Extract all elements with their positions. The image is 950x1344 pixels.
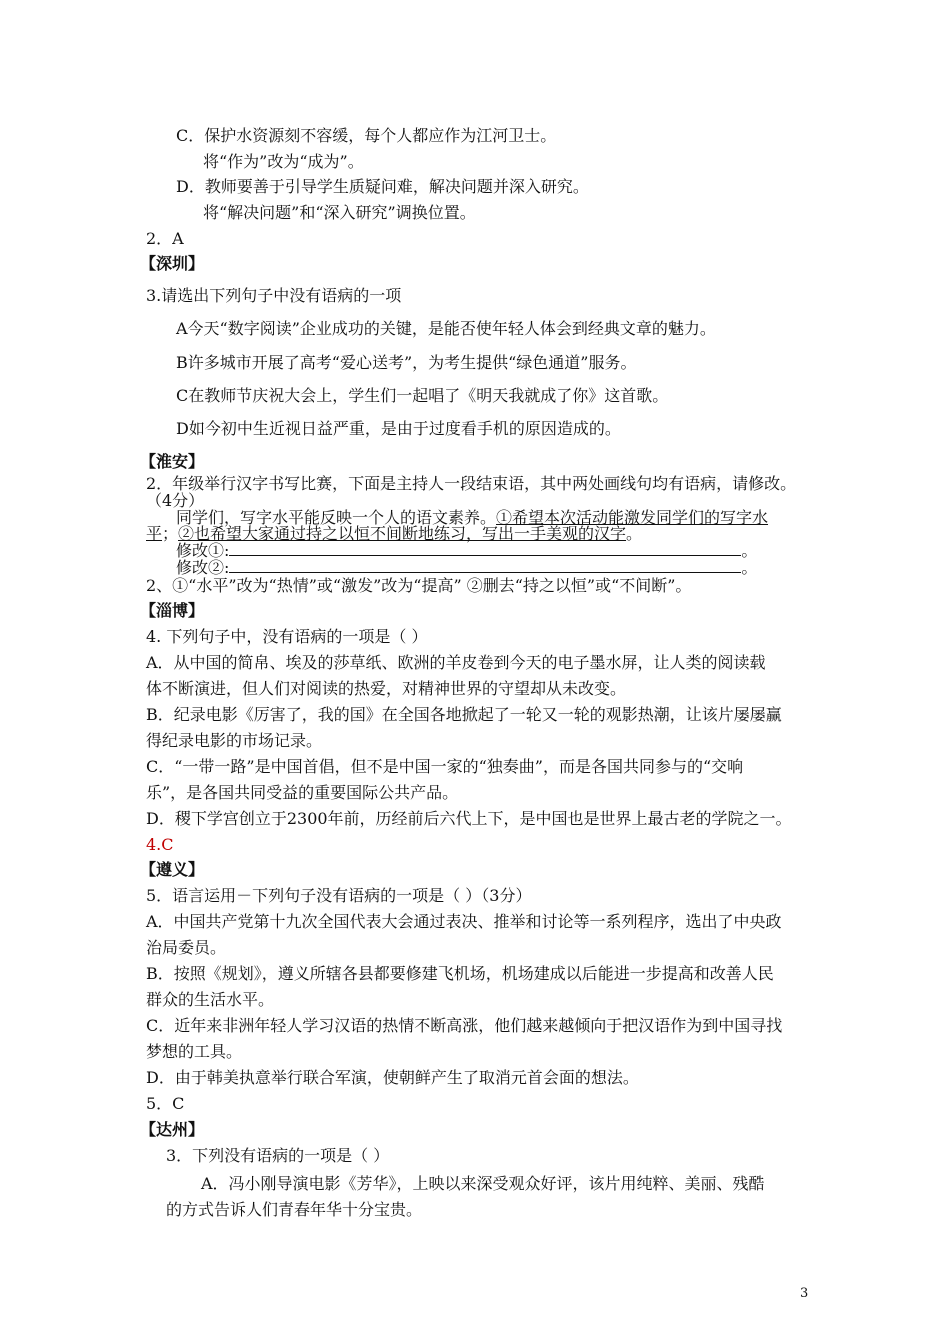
option-b: B许多城市开展了高考“爱心送考”，为考生提供“绿色通道”服务。 <box>176 353 637 372</box>
question: 3.请选出下列句子中没有语病的一项 <box>146 286 402 305</box>
answer-blank-2[interactable] <box>229 558 741 573</box>
answer: 4.C <box>146 835 174 854</box>
option-a-line-1: A．冯小刚导演电影《芳华》，上映以来深受观众好评，该片用纯粹、美丽、残酷 <box>201 1174 765 1193</box>
answer: 2．A <box>146 229 184 248</box>
option-d-fix: 将“解决问题”和“深入研究”调换位置。 <box>203 203 476 222</box>
question: 2．年级举行汉字书写比赛，下面是主持人一段结束语，其中两处画线句均有语病，请修改。 <box>146 474 797 493</box>
option-c-line-1: C．近年来非洲年轻人学习汉语的热情不断高涨，他们越来越倾向于把汉语作为到中国寻找 <box>146 1016 783 1035</box>
question: 3．下列没有语病的一项是（ ） <box>166 1146 390 1165</box>
option-b-line-2: 得纪录电影的市场记录。 <box>146 731 323 750</box>
option-b-line-2: 群众的生活水平。 <box>146 990 275 1009</box>
section-header-dazhou: 【达州】 <box>140 1120 205 1139</box>
option-c: C在教师节庆祝大会上，学生们一起唱了《明天我就成了你》这首歌。 <box>176 386 669 405</box>
option-c-line-2: 梦想的工具。 <box>146 1042 243 1061</box>
option-c: C．保护水资源刻不容缓，每个人都应作为江河卫士。 <box>176 126 557 145</box>
question-score: （4分） <box>146 491 205 510</box>
option-d: D．教师要善于引导学生质疑问难，解决问题并深入研究。 <box>176 177 589 196</box>
option-c-line-2: 乐”，是各国共同受益的重要国际公共产品。 <box>146 783 459 802</box>
answer: 5．C <box>146 1094 185 1113</box>
answer: 2、①“水平”改为“热情”或“激发”改为“提高” ②删去“持之以恒”或“不间断”。 <box>146 576 692 595</box>
page-number: 3 <box>800 1286 809 1301</box>
question: 4. 下列句子中，没有语病的一项是（ ） <box>146 627 428 646</box>
option-d: D．稷下学宫创立于2300年前，历经前后六代上下，是中国也是世界上最古老的学院之一。 <box>146 809 792 828</box>
fix-line-1: 修改①: 。 <box>176 541 758 560</box>
option-c-line-1: C．“一带一路”是中国首倡，但不是中国一家的“独奏曲”，而是各国共同参与的“交响 <box>146 757 744 776</box>
option-d: D如今初中生近视日益严重，是由于过度看手机的原因造成的。 <box>176 419 621 438</box>
option-b-line-1: B．纪录电影《厉害了，我的国》在全国各地掀起了一轮又一轮的观影热潮，让该片屡屡赢 <box>146 705 782 724</box>
section-header-huaian: 【淮安】 <box>140 452 205 471</box>
option-a-line-2: 的方式告诉人们青春年华十分宝贵。 <box>166 1200 423 1219</box>
option-c-fix: 将“作为”改为“成为”。 <box>203 152 364 171</box>
option-d: D．由于韩美执意举行联合军演，使朝鲜产生了取消元首会面的想法。 <box>146 1068 639 1087</box>
section-header-zibo: 【淄博】 <box>140 601 205 620</box>
passage-line-2: 平；②也希望大家通过持之以恒不间断地练习，写出一手美观的汉字。 <box>146 524 643 543</box>
underlined-sentence-1: ①希望本次活动能激发同学们的写字水 <box>496 508 769 527</box>
option-b-line-1: B．按照《规划》，遵义所辖各县都要修建飞机场，机场建成以后能进一步提高和改善人民 <box>146 964 774 983</box>
question: 5．语言运用－下列句子没有语病的一项是（ ）（3分） <box>146 886 532 905</box>
option-a-line-1: A．中国共产党第十九次全国代表大会通过表决、推举和讨论等一系列程序，选出了中央政 <box>146 912 782 931</box>
option-a: A今天“数字阅读”企业成功的关键，是能否使年轻人体会到经典文章的魅力。 <box>176 319 716 338</box>
option-a-line-2: 治局委员。 <box>146 938 227 957</box>
option-a-line-1: A．从中国的简帛、埃及的莎草纸、欧洲的羊皮卷到今天的电子墨水屏，让人类的阅读载 <box>146 653 766 672</box>
passage-line-1: 同学们，写字水平能反映一个人的语文素养。①希望本次活动能激发同学们的写字水 <box>176 508 769 527</box>
option-a-line-2: 体不断演进，但人们对阅读的热爱，对精神世界的守望却从未改变。 <box>146 679 627 698</box>
section-header-zunyi: 【遵义】 <box>140 860 205 879</box>
fix-line-2: 修改②: 。 <box>176 558 758 577</box>
underlined-sentence-2: ②也希望大家通过持之以恒不间断地练习，写出一手美观的汉字 <box>178 524 627 543</box>
answer-blank-1[interactable] <box>229 541 741 556</box>
section-header-shenzhen: 【深圳】 <box>140 254 205 273</box>
